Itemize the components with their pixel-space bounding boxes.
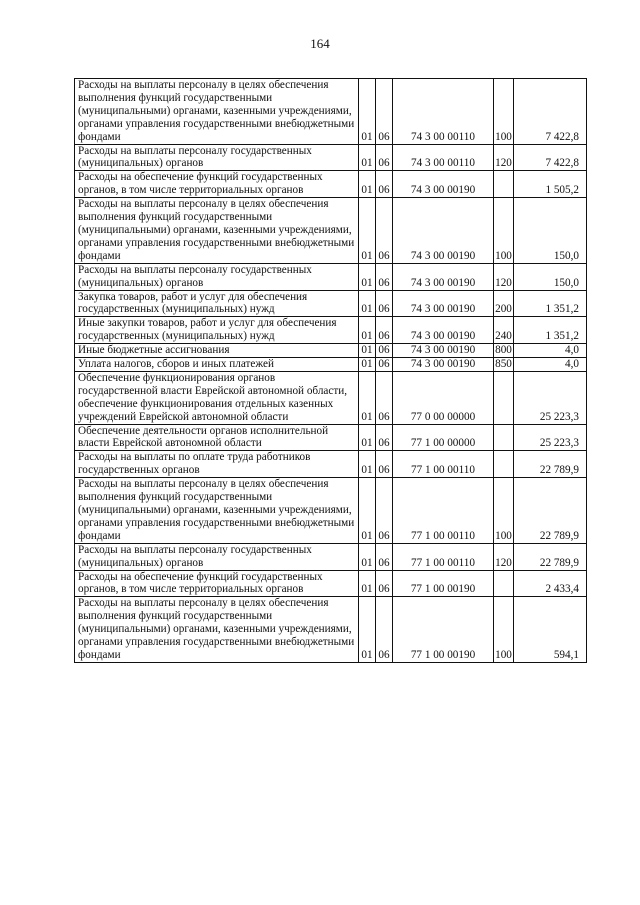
budget-table xyxy=(74,78,587,663)
subsection-code-cell: 06 xyxy=(376,317,393,344)
target-article-code-cell: 74 3 00 00190 xyxy=(393,358,494,372)
table-row xyxy=(75,79,587,145)
amount-cell: 1 505,2 xyxy=(514,171,587,198)
table-row xyxy=(75,290,587,317)
section-code-cell: 01 xyxy=(359,263,376,290)
row-name-cell: Расходы на обеспечение функций государственных органов, в том числе территориальных органов xyxy=(75,171,359,198)
row-name-cell: Расходы на обеспечение функций государственных органов, в том числе территориальных органов xyxy=(75,570,359,597)
target-article-code-cell: 74 3 00 00190 xyxy=(393,290,494,317)
table-row xyxy=(75,198,587,264)
target-article-code-cell: 74 3 00 00190 xyxy=(393,263,494,290)
table-row xyxy=(75,597,587,663)
amount-cell: 2 433,4 xyxy=(514,570,587,597)
subsection-code-cell: 06 xyxy=(376,358,393,372)
amount-cell: 25 223,3 xyxy=(514,371,587,424)
expense-type-code-cell: 200 xyxy=(494,290,514,317)
subsection-code-cell: 06 xyxy=(376,171,393,198)
expense-type-code-cell xyxy=(494,570,514,597)
table-row xyxy=(75,543,587,570)
table-row xyxy=(75,144,587,171)
amount-cell: 7 422,8 xyxy=(514,79,587,145)
expense-type-code-cell: 120 xyxy=(494,543,514,570)
amount-cell: 150,0 xyxy=(514,263,587,290)
expense-type-code-cell: 100 xyxy=(494,198,514,264)
expense-type-code-cell: 800 xyxy=(495,344,512,357)
subsection-code-cell: 06 xyxy=(376,570,393,597)
row-name-cell: Расходы на выплаты персоналу в целях обеспечения выполнения функций государственными (муниципальными) органами, казенными учреждениями, органами управления государственными внебюджетными фондами xyxy=(75,79,359,145)
section-code-cell: 01 xyxy=(359,570,376,597)
amount-cell: 22 789,9 xyxy=(514,478,587,544)
row-name-cell: Расходы на выплаты персоналу в целях обеспечения выполнения функций государственными (муниципальными) органами, казенными учреждениями, органами управления государственными внебюджетными фондами xyxy=(75,198,359,264)
table-row xyxy=(75,570,587,597)
row-name-cell: Иные бюджетные ассигнования xyxy=(75,344,359,358)
table-row xyxy=(75,344,587,358)
expense-type-code-cell: 100 xyxy=(494,597,514,663)
subsection-code-cell: 06 xyxy=(376,290,393,317)
table-row xyxy=(75,171,587,198)
subsection-code-cell: 06 xyxy=(376,478,393,544)
subsection-code-cell: 06 xyxy=(376,424,393,451)
section-code-cell: 01 xyxy=(359,478,376,544)
row-name-cell: Иные закупки товаров, работ и услуг для обеспечения государственных (муниципальных) нужд xyxy=(75,317,359,344)
section-code-cell: 01 xyxy=(359,317,376,344)
table-row xyxy=(75,451,587,478)
row-name-cell: Расходы на выплаты по оплате труда работников государственных органов xyxy=(75,451,359,478)
row-name-cell: Расходы на выплаты персоналу государственных (муниципальных) органов xyxy=(75,543,359,570)
expense-type-code-cell xyxy=(494,451,514,478)
subsection-code-cell: 06 xyxy=(376,79,393,145)
subsection-code-cell: 06 xyxy=(376,597,393,663)
amount-cell: 1 351,2 xyxy=(514,290,587,317)
row-name-cell: Расходы на выплаты персоналу в целях обеспечения выполнения функций государственными (муниципальными) органами, казенными учреждениями, органами управления государственными внебюджетными фондами xyxy=(75,597,359,663)
subsection-code-cell: 06 xyxy=(376,451,393,478)
target-article-code-cell: 77 1 00 00110 xyxy=(393,451,494,478)
amount-cell: 4,0 xyxy=(514,344,587,358)
amount-cell: 1 351,2 xyxy=(514,317,587,344)
expense-type-code-cell: 120 xyxy=(494,144,514,171)
table-row xyxy=(75,317,587,344)
target-article-code-cell: 77 1 00 00110 xyxy=(393,478,494,544)
table-row xyxy=(75,371,587,424)
target-article-code-cell: 74 3 00 00190 xyxy=(393,317,494,344)
table-row xyxy=(75,478,587,544)
section-code-cell: 01 xyxy=(359,358,376,372)
section-code-cell: 01 xyxy=(359,371,376,424)
amount-cell: 22 789,9 xyxy=(514,451,587,478)
expense-type-code-cell: 100 xyxy=(494,478,514,544)
section-code-cell: 01 xyxy=(359,344,376,358)
section-code-cell: 01 xyxy=(359,144,376,171)
page-number: 164 xyxy=(310,36,330,51)
expense-type-code-cell: 120 xyxy=(494,263,514,290)
table-row xyxy=(75,263,587,290)
target-article-code-cell: 74 3 00 00110 xyxy=(393,79,494,145)
amount-cell: 150,0 xyxy=(514,198,587,264)
section-code-cell: 01 xyxy=(359,198,376,264)
expense-type-code-cell: 850 xyxy=(495,358,512,371)
section-code-cell: 01 xyxy=(359,597,376,663)
target-article-code-cell: 74 3 00 00190 xyxy=(393,198,494,264)
section-code-cell: 01 xyxy=(359,171,376,198)
target-article-code-cell: 77 1 00 00000 xyxy=(393,424,494,451)
row-name-cell: Уплата налогов, сборов и иных платежей xyxy=(75,358,359,372)
subsection-code-cell: 06 xyxy=(376,263,393,290)
section-code-cell: 01 xyxy=(359,451,376,478)
expense-type-code-cell xyxy=(494,424,514,451)
subsection-code-cell: 06 xyxy=(376,371,393,424)
amount-cell: 4,0 xyxy=(514,358,587,372)
row-name-cell: Расходы на выплаты персоналу государственных (муниципальных) органов xyxy=(75,263,359,290)
subsection-code-cell: 06 xyxy=(376,543,393,570)
amount-cell: 7 422,8 xyxy=(514,144,587,171)
row-name-cell: Расходы на выплаты персоналу в целях обеспечения выполнения функций государственными (муниципальными) органами, казенными учреждениями, органами управления государственными внебюджетными фондами xyxy=(75,478,359,544)
subsection-code-cell: 06 xyxy=(376,198,393,264)
row-name-cell: Расходы на выплаты персоналу государственных (муниципальных) органов xyxy=(75,144,359,171)
expense-type-code-cell: 100 xyxy=(494,79,514,145)
target-article-code-cell: 77 1 00 00190 xyxy=(393,597,494,663)
section-code-cell: 01 xyxy=(359,290,376,317)
table-row xyxy=(75,424,587,451)
row-name-cell: Обеспечение деятельности органов исполнительной власти Еврейской автономной области xyxy=(75,424,359,451)
target-article-code-cell: 77 1 00 00110 xyxy=(393,543,494,570)
subsection-code-cell: 06 xyxy=(376,144,393,171)
target-article-code-cell: 74 3 00 00190 xyxy=(393,171,494,198)
row-name-cell: Обеспечение функционирования органов государственной власти Еврейской автономной области, обеспечение функционирования отдельных казенных учреждений Еврейской автономной области xyxy=(75,371,359,424)
amount-cell: 22 789,9 xyxy=(514,543,587,570)
subsection-code-cell: 06 xyxy=(376,344,393,358)
target-article-code-cell: 74 3 00 00110 xyxy=(393,144,494,171)
amount-cell: 25 223,3 xyxy=(514,424,587,451)
table-row xyxy=(75,358,587,372)
expense-type-code-cell xyxy=(494,371,514,424)
target-article-code-cell: 74 3 00 00190 xyxy=(393,344,494,358)
expense-type-code-cell: 240 xyxy=(494,317,514,344)
amount-cell: 594,1 xyxy=(514,597,587,663)
row-name-cell: Закупка товаров, работ и услуг для обеспечения государственных (муниципальных) нужд xyxy=(75,290,359,317)
section-code-cell: 01 xyxy=(359,424,376,451)
section-code-cell: 01 xyxy=(359,79,376,145)
expense-type-code-cell xyxy=(494,171,514,198)
target-article-code-cell: 77 0 00 00000 xyxy=(393,371,494,424)
target-article-code-cell: 77 1 00 00190 xyxy=(393,570,494,597)
section-code-cell: 01 xyxy=(359,543,376,570)
